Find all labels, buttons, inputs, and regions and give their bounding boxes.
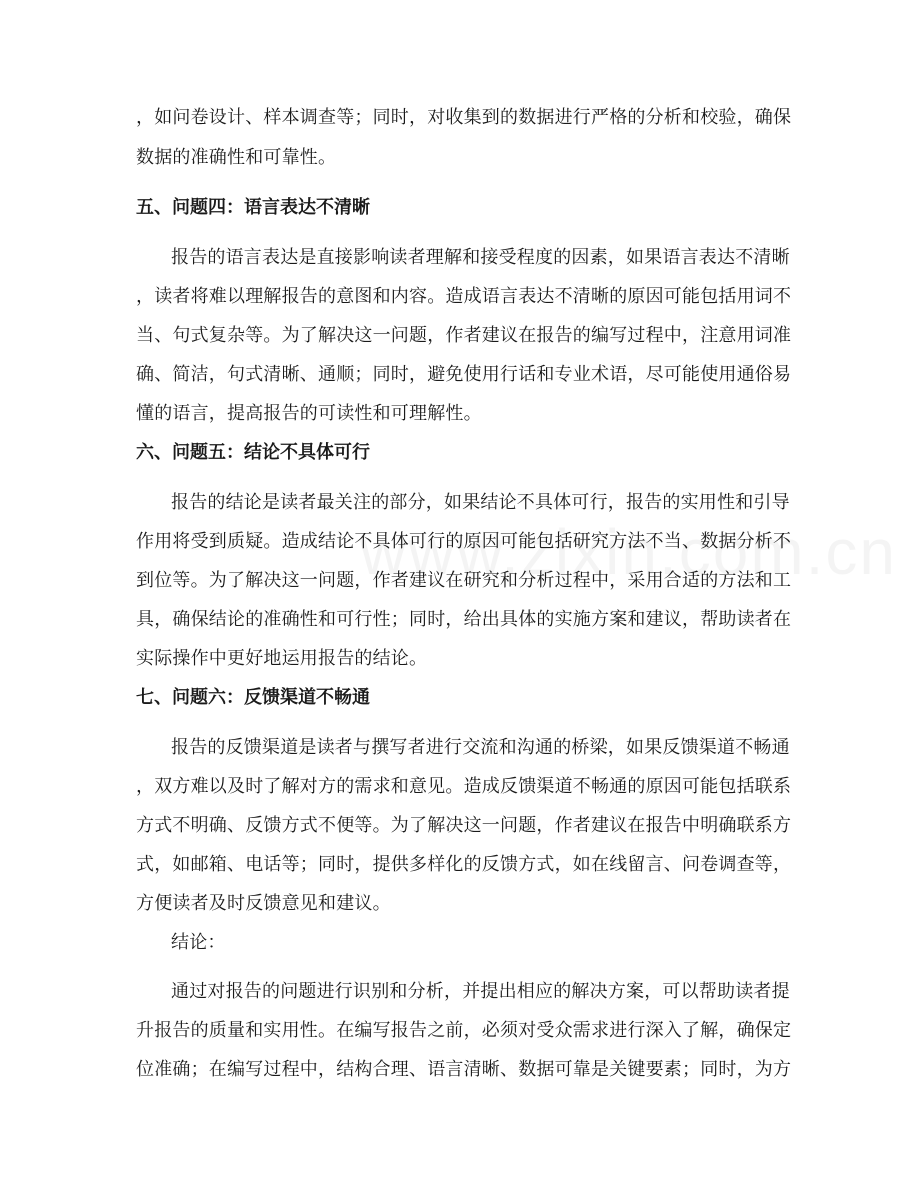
- paragraph-line: 实际操作中更好地运用报告的结论。: [136, 648, 428, 669]
- paragraph-line: 位准确；在编写过程中，结构合理、语言清晰、数据可靠是关键要素；同时，为方: [136, 1059, 792, 1080]
- paragraph-line: 报告的反馈渠道是读者与撰写者进行交流和沟通的桥梁，如果反馈渠道不畅通: [171, 737, 790, 758]
- paragraph-line: ，读者将难以理解报告的意图和内容。造成语言表达不清晰的原因可能包括用词不: [136, 286, 792, 307]
- paragraph-line: 到位等。为了解决这一问题，作者建议在研究和分析过程中，采用合适的方法和工: [136, 570, 792, 591]
- paragraph-line: 式，如邮箱、电话等；同时，提供多样化的反馈方式，如在线留言、问卷调查等，: [136, 854, 792, 875]
- section-heading-5: 五、问题四：语言表达不清晰: [136, 197, 370, 218]
- paragraph-line: 报告的语言表达是直接影响读者理解和接受程度的因素，如果语言表达不清晰: [171, 247, 790, 268]
- paragraph-line: 方便读者及时反馈意见和建议。: [136, 893, 391, 914]
- paragraph-line: 确、简洁，句式清晰、通顺；同时，避免使用行话和专业术语，尽可能使用通俗易: [136, 364, 792, 385]
- section-heading-6: 六、问题五：结论不具体可行: [136, 442, 370, 463]
- paragraph-line: 数据的准确性和可靠性。: [136, 147, 337, 168]
- paragraph-line: ，双方难以及时了解对方的需求和意见。造成反馈渠道不畅通的原因可能包括联系: [136, 776, 792, 797]
- paragraph-line: 作用将受到质疑。造成结论不具体可行的原因可能包括研究方法不当、数据分析不: [136, 531, 792, 552]
- paragraph-line: 升报告的质量和实用性。在编写报告之前，必须对受众需求进行深入了解，确保定: [136, 1020, 792, 1041]
- paragraph-line: 通过对报告的问题进行识别和分析，并提出相应的解决方案，可以帮助读者提: [171, 981, 790, 1002]
- paragraph-line: 具，确保结论的准确性和可行性；同时，给出具体的实施方案和建议，帮助读者在: [136, 609, 792, 630]
- paragraph-line: 懂的语言，提高报告的可读性和可理解性。: [136, 403, 482, 424]
- paragraph-line: 当、句式复杂等。为了解决这一问题，作者建议在报告的编写过程中，注意用词准: [136, 325, 792, 346]
- conclusion-label: 结论：: [171, 932, 226, 953]
- paragraph-line: ，如问卷设计、样本调查等；同时，对收集到的数据进行严格的分析和校验，确保: [136, 107, 792, 128]
- paragraph-line: 方式不明确、反馈方式不便等。为了解决这一问题，作者建议在报告中明确联系方: [136, 815, 792, 836]
- section-heading-7: 七、问题六：反馈渠道不畅通: [136, 687, 370, 708]
- paragraph-line: 报告的结论是读者最关注的部分，如果结论不具体可行，报告的实用性和引导: [171, 492, 790, 513]
